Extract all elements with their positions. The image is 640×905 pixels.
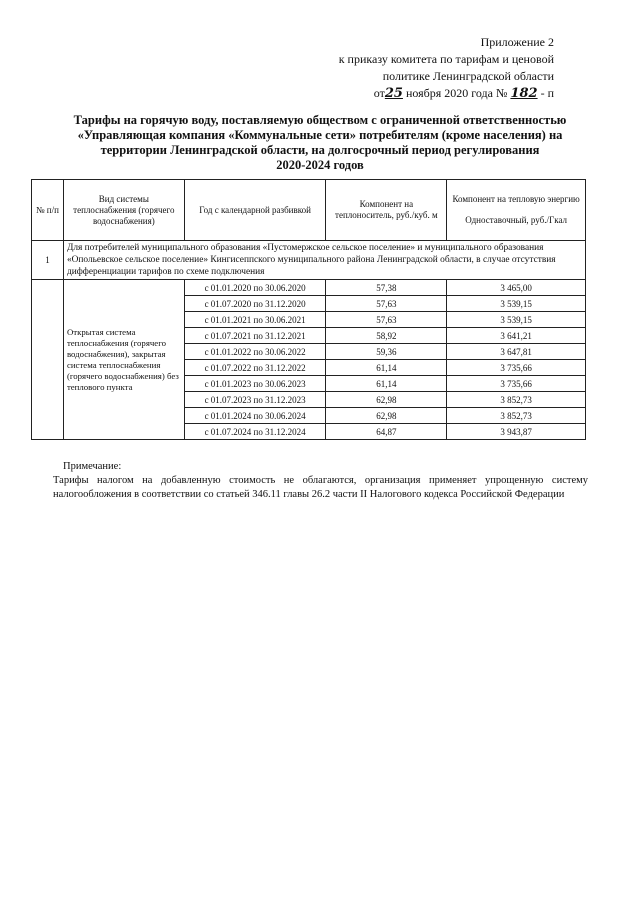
appendix-header xyxy=(304,34,554,102)
order-suffix: - п xyxy=(540,86,554,100)
title-line-2: «Управляющая компания «Коммунальные сети» потребителям (кроме населения) на xyxy=(77,128,563,142)
period-cell: с 01.07.2024 по 31.12.2024 xyxy=(184,424,326,440)
date-day: 25 xyxy=(384,86,403,101)
energy-cell: 3 641,21 xyxy=(447,328,586,344)
header-system: Вид системы теплоснабжения (горячего водоснабжения) xyxy=(63,180,184,241)
table-row xyxy=(32,280,586,296)
energy-cell: 3 539,15 xyxy=(447,296,586,312)
period-cell: с 01.01.2020 по 30.06.2020 xyxy=(184,280,326,296)
title-line-3: территории Ленинградской области, на долгосрочный период регулирования xyxy=(100,143,540,157)
header-period: Год с календарной разбивкой xyxy=(184,180,326,241)
carrier-cell: 62,98 xyxy=(326,408,447,424)
period-cell: с 01.07.2020 по 31.12.2020 xyxy=(184,296,326,312)
header-carrier: Компонент на теплоноситель, руб./куб. м xyxy=(326,180,447,241)
energy-cell: 3 852,73 xyxy=(447,408,586,424)
carrier-cell: 58,92 xyxy=(326,328,447,344)
carrier-cell: 62,98 xyxy=(326,392,447,408)
carrier-cell: 57,63 xyxy=(326,296,447,312)
carrier-cell: 57,63 xyxy=(326,312,447,328)
appendix-title: Приложение 2 xyxy=(480,35,554,49)
date-month-year: ноября 2020 года № xyxy=(405,86,508,100)
appendix-committee: политике Ленинградской области xyxy=(382,69,554,83)
carrier-cell: 64,87 xyxy=(326,424,447,440)
header-energy-sub: Одноставочный, руб./Гкал xyxy=(465,215,568,225)
table-header-row xyxy=(32,180,586,241)
note-text: Тарифы налогом на добавленную стоимость не облагаются, организация применяет упрощенную систему налогообложения в соответствии со статьей 346.11 главы 26.2 части II Налогового кодекса Российской Федерации xyxy=(53,475,588,500)
header-energy-top: Компонент на тепловую энергию xyxy=(452,194,580,204)
document-title xyxy=(40,113,600,173)
order-number: 182 xyxy=(510,86,538,101)
energy-cell: 3 647,81 xyxy=(447,344,586,360)
carrier-cell: 57,38 xyxy=(326,280,447,296)
energy-cell: 3 943,87 xyxy=(447,424,586,440)
appendix-date-line xyxy=(304,85,554,102)
energy-cell: 3 735,66 xyxy=(447,360,586,376)
title-line-1: Тарифы на горячую воду, поставляемую обществом с ограниченной ответственностью xyxy=(73,113,567,127)
period-cell: с 01.01.2021 по 30.06.2021 xyxy=(184,312,326,328)
header-energy xyxy=(447,180,586,241)
date-prefix: от xyxy=(373,86,385,100)
period-cell: с 01.01.2023 по 30.06.2023 xyxy=(184,376,326,392)
period-cell: с 01.07.2023 по 31.12.2023 xyxy=(184,392,326,408)
energy-cell: 3 735,66 xyxy=(447,376,586,392)
energy-cell: 3 465,00 xyxy=(447,280,586,296)
energy-cell: 3 852,73 xyxy=(447,392,586,408)
period-cell: с 01.07.2022 по 31.12.2022 xyxy=(184,360,326,376)
energy-cell: 3 539,15 xyxy=(447,312,586,328)
period-cell: с 01.01.2024 по 30.06.2024 xyxy=(184,408,326,424)
note-section xyxy=(53,460,588,502)
title-line-4: 2020-2024 годов xyxy=(276,158,364,172)
group-number: 1 xyxy=(32,241,64,280)
group-description: Для потребителей муниципального образования «Пустомержское сельское поселение» и муниципального образования «Опольевское сельское поселение» Кингисеппского муниципального района Ленинградской области, в случае отсутствия дифференциации тарифов по схеме подключения xyxy=(63,241,585,280)
group-row xyxy=(32,241,586,280)
header-num: № п/п xyxy=(32,180,64,241)
system-description: Открытая система теплоснабжения (горячего водоснабжения), закрытая система теплоснабжения (горячего водоснабжения) без теплового пункта xyxy=(63,280,184,440)
carrier-cell: 61,14 xyxy=(326,376,447,392)
period-cell: с 01.01.2022 по 30.06.2022 xyxy=(184,344,326,360)
note-label: Примечание: xyxy=(63,461,122,472)
period-cell: с 01.07.2021 по 31.12.2021 xyxy=(184,328,326,344)
appendix-order-ref: к приказу комитета по тарифам и ценовой xyxy=(338,52,554,66)
carrier-cell: 61,14 xyxy=(326,360,447,376)
tariffs-table xyxy=(31,179,586,440)
carrier-cell: 59,36 xyxy=(326,344,447,360)
